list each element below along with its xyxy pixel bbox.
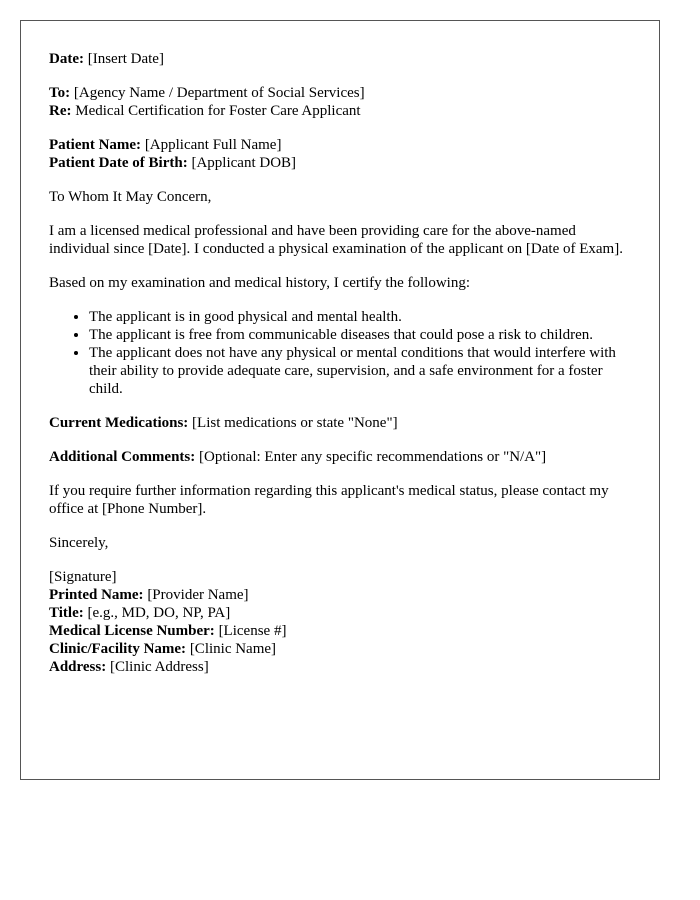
clinic-value: [Clinic Name] — [189, 641, 277, 657]
medications-label: Current Medications: — [49, 415, 189, 431]
to-value: [Agency Name / Department of Social Services] — [73, 85, 365, 101]
signature-placeholder: [Signature] — [49, 569, 117, 585]
patient-dob-value: [Applicant DOB] — [191, 155, 297, 171]
license-line — [49, 622, 631, 640]
comments-line — [49, 448, 631, 466]
clinic-label: Clinic/Facility Name: — [49, 641, 187, 657]
contact-paragraph: If you require further information regarding this applicant's medical status, please contact my office at [Phone Number]. — [49, 483, 609, 517]
closing: Sincerely, — [49, 535, 109, 551]
re-line — [49, 102, 631, 120]
patient-dob-line — [49, 154, 631, 172]
comments-label: Additional Comments: — [49, 449, 196, 465]
date-value: [Insert Date] — [87, 51, 164, 67]
intro-paragraph: I am a licensed medical professional and have been providing care for the above-named individual since [Date]. I conducted a physical examination of the applicant on [Date of Exam]. — [49, 223, 623, 257]
re-value: Medical Certification for Foster Care Applicant — [75, 103, 361, 119]
title-label: Title: — [49, 605, 84, 621]
certify-intro: Based on my examination and medical history, I certify the following: — [49, 275, 471, 291]
address-line — [49, 658, 631, 676]
patient-name-value: [Applicant Full Name] — [144, 137, 282, 153]
re-label: Re: — [49, 103, 72, 119]
salutation: To Whom It May Concern, — [49, 189, 212, 205]
date-label: Date: — [49, 51, 84, 67]
patient-name-label: Patient Name: — [49, 137, 142, 153]
medications-value: [List medications or state "None"] — [192, 415, 398, 431]
license-label: Medical License Number: — [49, 623, 215, 639]
to-line — [49, 84, 631, 102]
printed-name-label: Printed Name: — [49, 587, 144, 603]
clinic-line — [49, 640, 631, 658]
to-label: To: — [49, 85, 71, 101]
title-value: [e.g., MD, DO, NP, PA] — [87, 605, 231, 621]
license-value: [License #] — [218, 623, 287, 639]
address-label: Address: — [49, 659, 107, 675]
letter-page — [20, 20, 660, 780]
printed-name-value: [Provider Name] — [147, 587, 249, 603]
list-item: • The applicant does not have any physical or mental conditions that would interfere with their ability to provide adequate care, supervision, and a safe environment for a foster child. — [89, 344, 631, 398]
medications-line — [49, 414, 631, 432]
patient-block — [49, 136, 631, 172]
printed-name-line — [49, 586, 631, 604]
list-item: • The applicant is free from communicable diseases that could pose a risk to children. — [89, 326, 631, 344]
list-item: • The applicant is in good physical and mental health. — [89, 308, 631, 326]
signature-block — [49, 568, 631, 676]
recipient-block — [49, 84, 631, 120]
patient-name-line — [49, 136, 631, 154]
certification-list — [49, 308, 631, 398]
date-line — [49, 50, 631, 68]
address-value: [Clinic Address] — [109, 659, 209, 675]
comments-value: [Optional: Enter any specific recommendations or "N/A"] — [199, 449, 547, 465]
title-line — [49, 604, 631, 622]
patient-dob-label: Patient Date of Birth: — [49, 155, 188, 171]
